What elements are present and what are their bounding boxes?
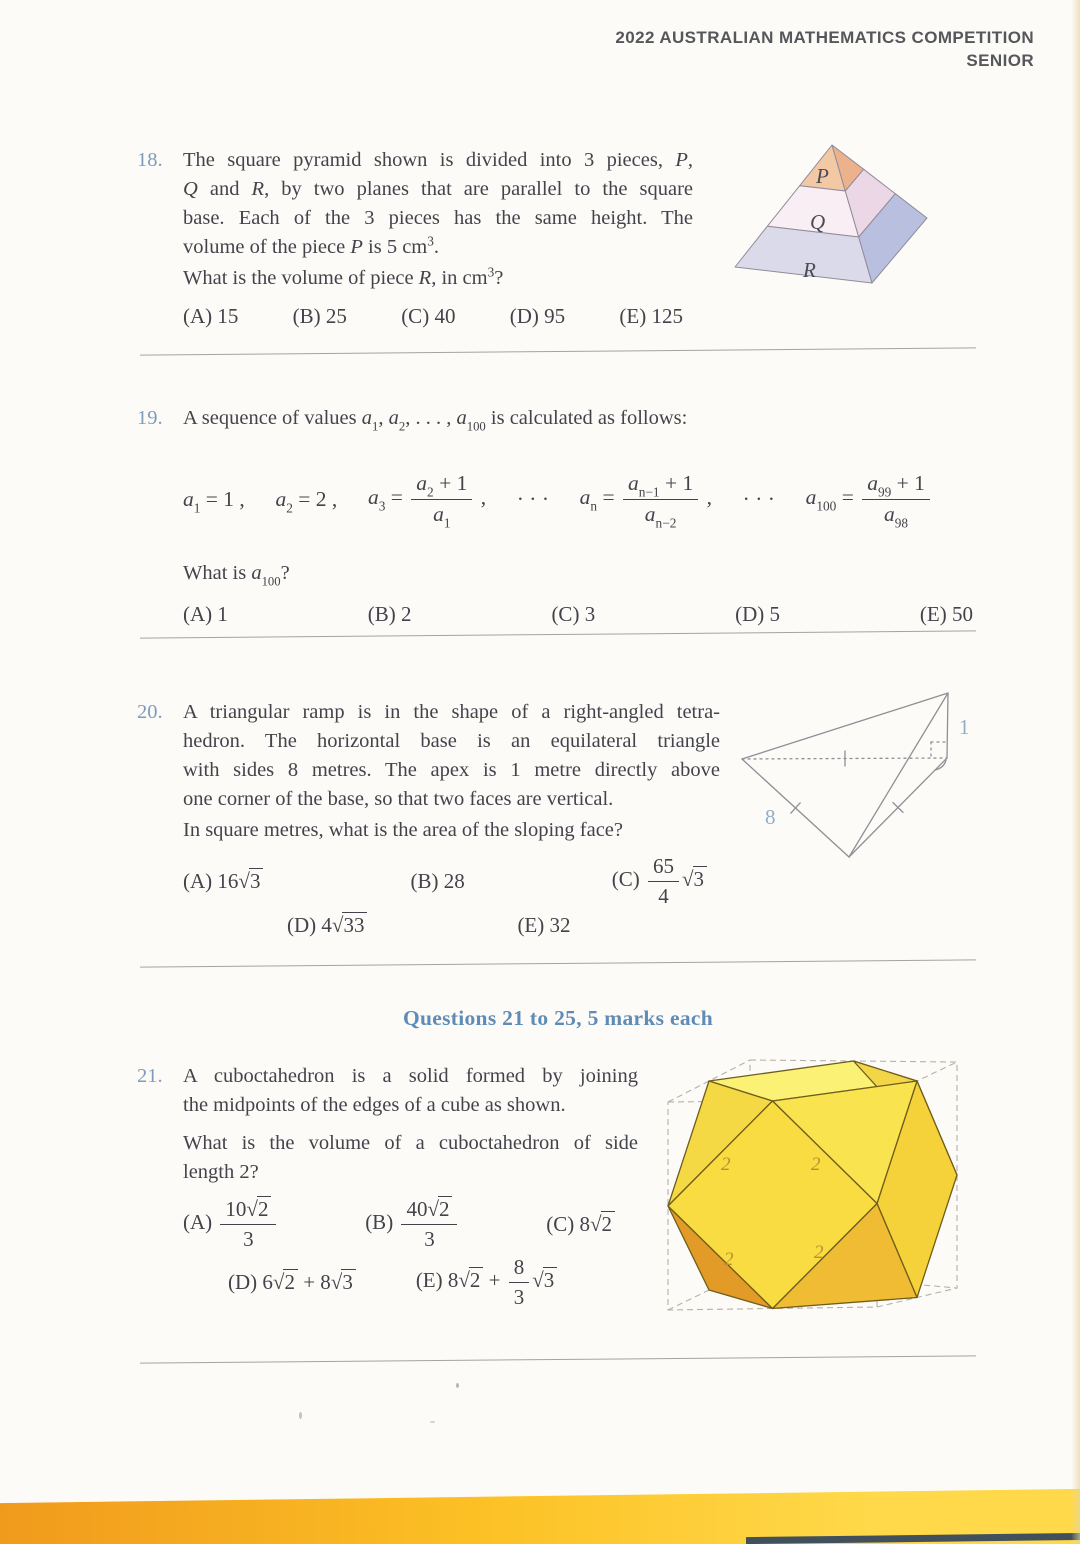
top-edge bbox=[742, 693, 948, 759]
radical: √3 bbox=[331, 1270, 356, 1294]
question-20-body bbox=[183, 698, 720, 940]
question-18-body bbox=[183, 146, 693, 331]
answer-option: (D) 5 bbox=[735, 602, 780, 626]
answer-option: (C) $\frac{65}{4}$ √3 bbox=[612, 854, 707, 909]
competition-division: SENIOR bbox=[966, 51, 1034, 71]
text-line: length 2? bbox=[183, 1161, 259, 1183]
formula-item: $a_2 = 2$ , bbox=[275, 486, 338, 516]
question-18-number: 18. bbox=[137, 149, 163, 171]
fraction: $\frac{a_{n-1} + 1}{a_{n-2}}$ bbox=[623, 471, 698, 527]
question-18-options bbox=[183, 302, 683, 331]
answer-option: (A) 1 bbox=[183, 602, 228, 626]
text-line: The square pyramid shown is divided into 3 pieces, P, bbox=[183, 149, 693, 171]
answer-option: (B) 28 bbox=[410, 868, 465, 893]
fraction: $\frac{65}{4}$ bbox=[648, 854, 679, 909]
cubocta-edge-label: 2 bbox=[721, 1154, 731, 1175]
answer-option: (B) 25 bbox=[292, 304, 347, 328]
radical: √2 bbox=[273, 1270, 298, 1294]
question-21-options-row2 bbox=[183, 1255, 638, 1310]
fraction: $\frac{8}{3}$ bbox=[509, 1255, 530, 1310]
fraction: $\frac{a_{99} + 1}{a_{98}}$ bbox=[862, 471, 930, 527]
cuboctahedron-figure bbox=[653, 1040, 978, 1330]
question-20-options-row2 bbox=[183, 911, 720, 940]
question-20-options-row1 bbox=[183, 853, 707, 909]
question-19 bbox=[137, 404, 978, 629]
scan-speck bbox=[299, 1412, 302, 1419]
pyramid-figure bbox=[725, 133, 940, 293]
competition-title: 2022 AUSTRALIAN MATHEMATICS COMPETITION bbox=[615, 28, 1034, 47]
text-line: volume of the piece P is 5 $cm^3$. bbox=[183, 233, 440, 258]
radical: √2 bbox=[458, 1268, 483, 1292]
question-20 bbox=[137, 698, 720, 940]
answer-option: (D) 4√33 bbox=[287, 911, 367, 940]
cubocta-edge-label: 2 bbox=[811, 1154, 821, 1175]
answer-option: (B) $\frac{40√2}{3}$ bbox=[365, 1197, 460, 1252]
question-21 bbox=[137, 1062, 638, 1310]
text-line: with sides 8 metres. The apex is 1 metre directly above bbox=[183, 759, 720, 781]
question-21-number: 21. bbox=[137, 1065, 163, 1087]
text-line: A triangular ramp is in the shape of a right-angled tetra- bbox=[183, 701, 720, 723]
pyramid-label-q: Q bbox=[810, 210, 826, 234]
text-line: In square metres, what is the area of the sloping face? bbox=[183, 819, 623, 841]
text-line: A cuboctahedron is a solid formed by joining bbox=[183, 1065, 638, 1087]
answer-option: (A) $\frac{10√2}{3}$ bbox=[183, 1197, 279, 1252]
answer-option: (C) 3 bbox=[551, 602, 596, 626]
page-header bbox=[615, 26, 1034, 73]
cubocta-edge-label: 2 bbox=[814, 1242, 824, 1263]
answer-option: (C) 40 bbox=[401, 304, 456, 328]
radical: √3 bbox=[238, 869, 263, 893]
radical: √33 bbox=[332, 913, 368, 937]
answer-option: (E) 50 bbox=[919, 602, 973, 626]
answer-option: (E) 8√2 + $\frac{8}{3}$ √3 bbox=[416, 1255, 557, 1310]
answer-option: (B) 2 bbox=[367, 602, 412, 626]
question-21-body bbox=[183, 1062, 638, 1310]
vertical-edge bbox=[947, 693, 948, 758]
separator-line bbox=[140, 347, 976, 355]
answer-option: (A) 16√3 bbox=[183, 867, 263, 896]
fraction: $\frac{10√2}{3}$ bbox=[220, 1197, 276, 1252]
formula-item: · · · bbox=[516, 486, 549, 511]
scan-speck bbox=[430, 1421, 435, 1423]
question-19-options bbox=[183, 600, 973, 629]
section-heading: Questions 21 to 25, 5 marks each bbox=[402, 1006, 713, 1030]
question-20-number: 20. bbox=[137, 701, 163, 723]
question-19-formula bbox=[183, 453, 933, 545]
formula-item: $a_n$ = $\frac{a_{n-1} + 1}{a_{n-2}}$ , bbox=[579, 471, 712, 531]
answer-option: (D) 6√2 + 8√3 bbox=[228, 1268, 356, 1297]
question-18-prompt bbox=[183, 264, 693, 293]
tetra-side-label: 8 bbox=[765, 805, 776, 829]
text-line: hedron. The horizontal base is an equilateral triangle bbox=[183, 730, 720, 752]
fraction: $\frac{40√2}{3}$ bbox=[401, 1197, 457, 1252]
answer-option: (A) 15 bbox=[183, 304, 239, 328]
formula-item: · · · bbox=[742, 486, 775, 511]
tetrahedron-figure bbox=[735, 682, 980, 862]
question-18-paragraph bbox=[183, 146, 693, 262]
formula-item: $a_3$ = $\frac{a_2 + 1}{a_1}$ , bbox=[367, 471, 487, 531]
question-20-prompt bbox=[183, 816, 720, 845]
page-edge-tint bbox=[1071, 0, 1080, 1544]
question-19-number: 19. bbox=[137, 407, 163, 429]
question-19-intro: A sequence of values $a_1$, $a_2$, . . . , $a_{100}$ is calculated as follows: bbox=[183, 407, 688, 434]
text-line: What is the volume of a cuboctahedron of side bbox=[183, 1132, 638, 1154]
radical: √2 bbox=[590, 1212, 615, 1236]
question-21-prompt bbox=[183, 1129, 638, 1187]
radical: √2 bbox=[246, 1197, 271, 1221]
sloping-edge bbox=[849, 693, 948, 857]
answer-option: (C) 8√2 bbox=[546, 1210, 615, 1239]
question-21-paragraph bbox=[183, 1062, 638, 1120]
answer-option: (E) 32 bbox=[517, 913, 571, 937]
answer-option: (E) 125 bbox=[619, 304, 683, 328]
text-line: one corner of the base, so that two faces are vertical. bbox=[183, 788, 614, 810]
formula-item: $a_1 = 1$ , bbox=[183, 486, 245, 516]
question-21-options-row1 bbox=[183, 1195, 615, 1253]
tetra-height-label: 1 bbox=[959, 715, 970, 739]
radical: √2 bbox=[427, 1197, 452, 1221]
fraction: $\frac{a_2 + 1}{a_1}$ bbox=[411, 471, 472, 527]
separator-line bbox=[140, 959, 976, 967]
pyramid-label-p: P bbox=[816, 164, 829, 188]
radical: √3 bbox=[682, 867, 707, 891]
text-line: the midpoints of the edges of a cube as shown. bbox=[183, 1094, 566, 1116]
question-18 bbox=[137, 146, 693, 331]
pyramid-label-r: R bbox=[803, 258, 816, 282]
formula-item: $a_{100}$ = $\frac{a_{99} + 1}{a_{98}}$ bbox=[806, 471, 933, 527]
answer-option: (D) 95 bbox=[509, 304, 566, 328]
text-line: base. Each of the 3 pieces has the same height. The bbox=[183, 207, 693, 229]
question-19-body bbox=[183, 404, 978, 629]
text-line: Q and R, by two planes that are parallel to the square bbox=[183, 178, 693, 200]
question-19-prompt: What is $a_{100}$? bbox=[183, 562, 290, 589]
radical: √3 bbox=[532, 1268, 557, 1292]
separator-line bbox=[140, 630, 976, 638]
scan-speck bbox=[456, 1383, 459, 1388]
text-line: What is the volume of piece R, in $cm^3$? bbox=[183, 264, 504, 289]
cubocta-edge-label: 2 bbox=[724, 1249, 734, 1270]
question-20-paragraph bbox=[183, 698, 720, 814]
separator-line bbox=[140, 1355, 976, 1363]
